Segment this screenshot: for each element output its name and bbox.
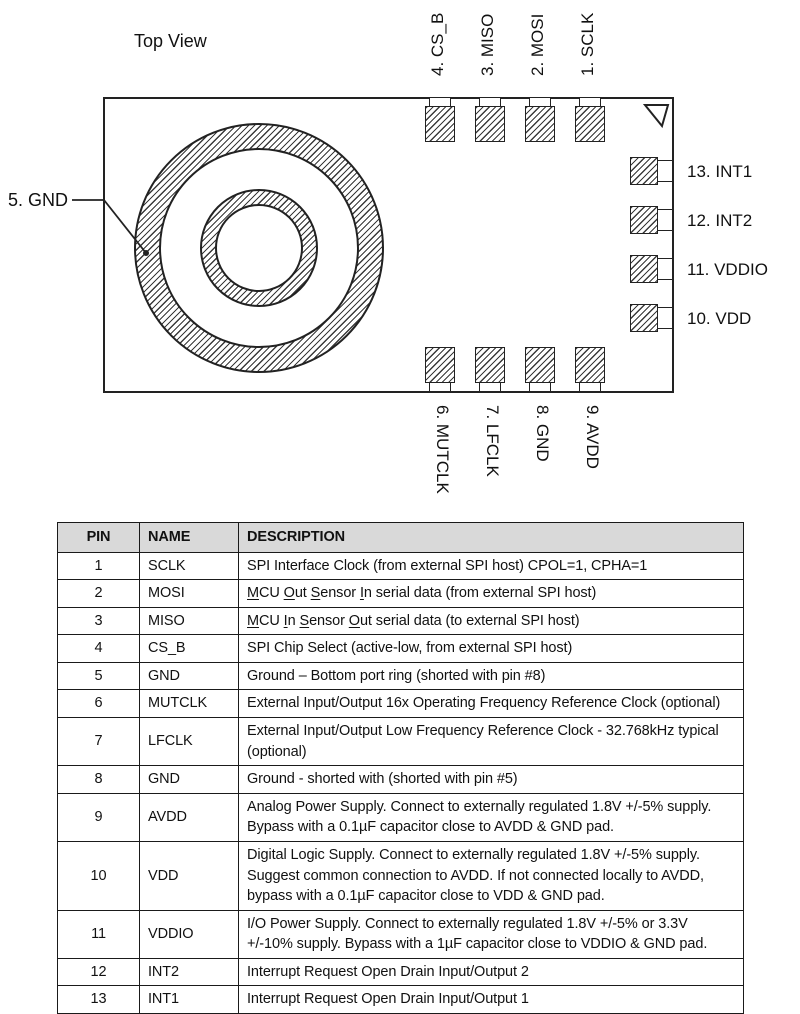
cell-pin: 6 <box>58 690 140 718</box>
cell-pin: 2 <box>58 580 140 608</box>
table-row <box>58 841 744 910</box>
table-header-name: NAME <box>140 523 239 553</box>
table-row <box>58 766 744 794</box>
pin-label: 10. VDD <box>687 309 752 328</box>
table-row <box>58 635 744 663</box>
cell-description: Interrupt Request Open Drain Input/Output 2 <box>239 958 744 986</box>
pin-label: 7. LFCLK <box>483 405 502 477</box>
cell-pin: 10 <box>58 841 140 910</box>
cell-pin: 5 <box>58 662 140 690</box>
pin-label: 8. GND <box>533 405 552 462</box>
table-row <box>58 958 744 986</box>
chip-pad <box>525 347 555 383</box>
cell-pin: 13 <box>58 986 140 1014</box>
pin-table-body <box>58 552 744 1013</box>
table-row <box>58 580 744 608</box>
chip-pad-tab <box>656 258 673 280</box>
chip-pad-tab <box>479 382 501 392</box>
cell-name: MUTCLK <box>140 690 239 718</box>
cell-description: SPI Chip Select (active-low, from external SPI host) <box>239 635 744 663</box>
table-header-description: DESCRIPTION <box>239 523 744 553</box>
cell-name: MISO <box>140 607 239 635</box>
table-row <box>58 662 744 690</box>
cell-description: Ground - shorted with (shorted with pin #5) <box>239 766 744 794</box>
cell-pin: 11 <box>58 910 140 958</box>
pin-label: 6. MUTCLK <box>433 405 452 494</box>
cell-name: GND <box>140 766 239 794</box>
chip-pad-tab <box>529 97 551 107</box>
cell-name: MOSI <box>140 580 239 608</box>
cell-name: GND <box>140 662 239 690</box>
cell-pin: 12 <box>58 958 140 986</box>
cell-description: Analog Power Supply. Connect to externally regulated 1.8V +/-5% supply. Bypass with a 0.1µF capacitor close to AVDD & GND pad. <box>239 793 744 841</box>
chip-pad <box>575 106 605 142</box>
chip-pad <box>425 347 455 383</box>
chip-pad-tab <box>479 97 501 107</box>
cell-description: Ground – Bottom port ring (shorted with pin #8) <box>239 662 744 690</box>
chip-pad <box>525 106 555 142</box>
cell-name: AVDD <box>140 793 239 841</box>
cell-description: Interrupt Request Open Drain Input/Output 1 <box>239 986 744 1014</box>
cell-description: External Input/Output Low Frequency Reference Clock - 32.768kHz typical (optional) <box>239 718 744 766</box>
port-ring-inner-inner <box>215 204 303 292</box>
pin-label: 2. MOSI <box>528 13 547 76</box>
chip-pad <box>425 106 455 142</box>
chip-pad <box>630 157 658 185</box>
pin-label: 1. SCLK <box>578 12 597 76</box>
table-row <box>58 718 744 766</box>
chip-pad-tab <box>656 307 673 329</box>
table-row <box>58 690 744 718</box>
chip-pad <box>475 347 505 383</box>
cell-description: MCU Out Sensor In serial data (from external SPI host) <box>239 580 744 608</box>
cell-name: CS_B <box>140 635 239 663</box>
diagram-title: Top View <box>134 31 207 51</box>
chip-pad <box>475 106 505 142</box>
table-row <box>58 607 744 635</box>
chip-pad-tab <box>529 382 551 392</box>
cell-description: I/O Power Supply. Connect to externally regulated 1.8V +/-5% or 3.3V +/-10% supply. Bypass with a 1µF capacitor close to VDDIO & GND pad. <box>239 910 744 958</box>
cell-description: MCU In Sensor Out serial data (to external SPI host) <box>239 607 744 635</box>
cell-name: VDD <box>140 841 239 910</box>
pin-label: 3. MISO <box>478 13 497 76</box>
table-row <box>58 910 744 958</box>
cell-pin: 9 <box>58 793 140 841</box>
pin-label: 12. INT2 <box>687 211 753 230</box>
table-header-row <box>58 523 744 553</box>
cell-pin: 4 <box>58 635 140 663</box>
left-pin-label: 5. GND <box>8 190 69 210</box>
cell-pin: 7 <box>58 718 140 766</box>
cell-name: INT2 <box>140 958 239 986</box>
cell-name: VDDIO <box>140 910 239 958</box>
table-row <box>58 552 744 580</box>
cell-pin: 8 <box>58 766 140 794</box>
chip-pad-tab <box>429 97 451 107</box>
cell-name: SCLK <box>140 552 239 580</box>
table-row <box>58 793 744 841</box>
chip-pad-tab <box>656 160 673 182</box>
cell-pin: 1 <box>58 552 140 580</box>
table-header-pin: PIN <box>58 523 140 553</box>
chip-pad-tab <box>656 209 673 231</box>
chip-pad <box>630 255 658 283</box>
cell-description: External Input/Output 16x Operating Frequency Reference Clock (optional) <box>239 690 744 718</box>
cell-description: Digital Logic Supply. Connect to externally regulated 1.8V +/-5% supply. Suggest common connection to AVDD. If not connected locally to AVDD, bypass with a 0.1µF capacitor close to VDD & GND pad. <box>239 841 744 910</box>
pin-label: 4. CS_B <box>428 12 447 76</box>
pin-table <box>57 522 744 1014</box>
pin-label: 11. VDDIO <box>687 260 768 279</box>
cell-name: LFCLK <box>140 718 239 766</box>
cell-name: INT1 <box>140 986 239 1014</box>
table-row <box>58 986 744 1014</box>
pin-label: 13. INT1 <box>687 162 753 181</box>
cell-description: SPI Interface Clock (from external SPI host) CPOL=1, CPHA=1 <box>239 552 744 580</box>
chip-pad <box>630 206 658 234</box>
chip-pad-tab <box>579 97 601 107</box>
chip-pad <box>575 347 605 383</box>
chip-pad-tab <box>429 382 451 392</box>
chip-pad <box>630 304 658 332</box>
cell-pin: 3 <box>58 607 140 635</box>
pin-label: 9. AVDD <box>583 405 602 469</box>
chip-pad-tab <box>579 382 601 392</box>
